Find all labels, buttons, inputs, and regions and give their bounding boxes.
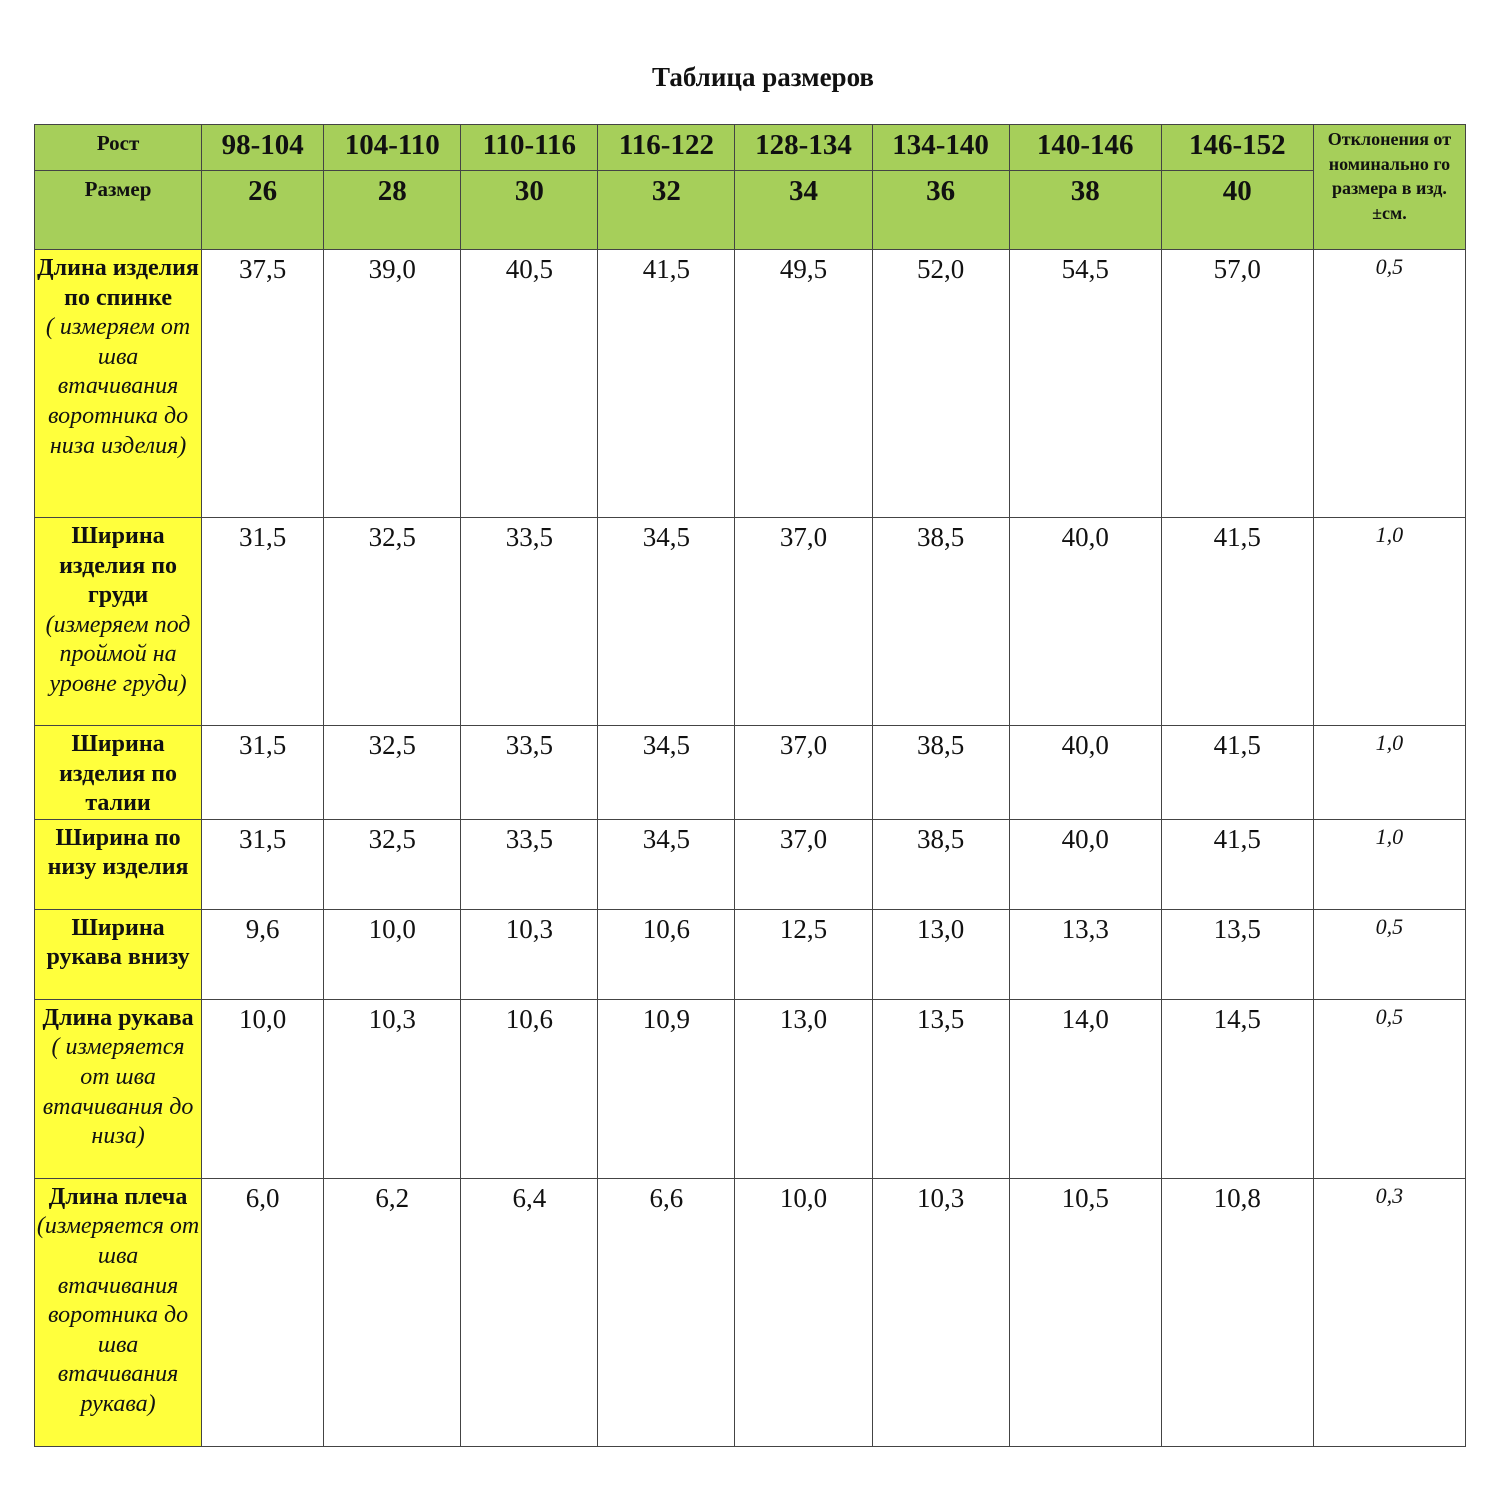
deviation-cell: 0,5 [1313, 909, 1465, 999]
value-cell: 10,8 [1161, 1178, 1313, 1446]
row-label: Ширина рукава внизу [46, 914, 190, 971]
header-row-size [35, 171, 1466, 250]
row-label-cell [35, 819, 202, 909]
value-cell: 32,5 [324, 726, 461, 820]
row-label: Ширина по низу изделия [47, 824, 189, 881]
height-cell: 134-140 [872, 125, 1009, 171]
value-cell: 6,4 [461, 1178, 598, 1446]
row-label-cell [35, 726, 202, 820]
value-cell: 38,5 [872, 819, 1009, 909]
size-cell: 30 [461, 171, 598, 250]
value-cell: 34,5 [598, 819, 735, 909]
deviation-header: Отклонения от номинально го размера в изд. ±см. [1313, 125, 1465, 250]
value-cell: 10,0 [202, 999, 324, 1178]
size-cell: 38 [1009, 171, 1161, 250]
size-cell: 28 [324, 171, 461, 250]
size-label: Размер [35, 171, 202, 250]
value-cell: 33,5 [461, 518, 598, 726]
table-row [35, 250, 1466, 518]
row-note: ( измеряется от шва втачивания до низа) [42, 1034, 194, 1150]
value-cell: 54,5 [1009, 250, 1161, 518]
value-cell: 10,0 [324, 909, 461, 999]
value-cell: 6,6 [598, 1178, 735, 1446]
value-cell: 37,0 [735, 819, 872, 909]
value-cell: 10,5 [1009, 1178, 1161, 1446]
height-cell: 104-110 [324, 125, 461, 171]
row-label-cell [35, 999, 202, 1178]
value-cell: 10,0 [735, 1178, 872, 1446]
value-cell: 10,9 [598, 999, 735, 1178]
value-cell: 37,0 [735, 518, 872, 726]
row-label-cell [35, 250, 202, 518]
value-cell: 6,0 [202, 1178, 324, 1446]
value-cell: 6,2 [324, 1178, 461, 1446]
table-row [35, 909, 1466, 999]
value-cell: 40,5 [461, 250, 598, 518]
value-cell: 10,6 [598, 909, 735, 999]
value-cell: 9,6 [202, 909, 324, 999]
table-row [35, 726, 1466, 820]
size-cell: 34 [735, 171, 872, 250]
deviation-cell: 0,5 [1313, 999, 1465, 1178]
value-cell: 39,0 [324, 250, 461, 518]
row-label: Ширина изделия по талии [59, 731, 178, 817]
value-cell: 40,0 [1009, 518, 1161, 726]
value-cell: 31,5 [202, 819, 324, 909]
value-cell: 37,0 [735, 726, 872, 820]
height-cell: 98-104 [202, 125, 324, 171]
value-cell: 33,5 [461, 726, 598, 820]
value-cell: 34,5 [598, 518, 735, 726]
value-cell: 40,0 [1009, 726, 1161, 820]
value-cell: 41,5 [1161, 726, 1313, 820]
value-cell: 32,5 [324, 819, 461, 909]
value-cell: 37,5 [202, 250, 324, 518]
table-row [35, 999, 1466, 1178]
row-label: Длина изделия по спинке [37, 255, 199, 311]
height-cell: 140-146 [1009, 125, 1161, 171]
value-cell: 41,5 [598, 250, 735, 518]
value-cell: 12,5 [735, 909, 872, 999]
value-cell: 31,5 [202, 518, 324, 726]
deviation-cell: 0,3 [1313, 1178, 1465, 1446]
row-label-cell [35, 1178, 202, 1446]
height-cell: 110-116 [461, 125, 598, 171]
row-label-cell [35, 518, 202, 726]
value-cell: 38,5 [872, 518, 1009, 726]
value-cell: 13,0 [872, 909, 1009, 999]
size-cell: 36 [872, 171, 1009, 250]
value-cell: 13,5 [1161, 909, 1313, 999]
size-cell: 40 [1161, 171, 1313, 250]
height-cell: 116-122 [598, 125, 735, 171]
row-label: Ширина изделия по груди [59, 523, 178, 609]
value-cell: 32,5 [324, 518, 461, 726]
value-cell: 10,3 [324, 999, 461, 1178]
height-label: Рост [35, 125, 202, 171]
row-note: ( измеряем от шва втачивания воротника до низа изделия) [45, 314, 191, 459]
value-cell: 10,3 [872, 1178, 1009, 1446]
row-note: (измеряется от шва втачивания воротника до шва втачивания рукава) [36, 1213, 200, 1417]
deviation-cell: 1,0 [1313, 726, 1465, 820]
value-cell: 13,0 [735, 999, 872, 1178]
row-label-cell [35, 909, 202, 999]
table-row [35, 518, 1466, 726]
value-cell: 10,6 [461, 999, 598, 1178]
table-row [35, 1178, 1466, 1446]
value-cell: 14,0 [1009, 999, 1161, 1178]
value-cell: 49,5 [735, 250, 872, 518]
row-label: Длина рукава [42, 1004, 194, 1031]
value-cell: 31,5 [202, 726, 324, 820]
value-cell: 10,3 [461, 909, 598, 999]
value-cell: 14,5 [1161, 999, 1313, 1178]
value-cell: 41,5 [1161, 518, 1313, 726]
size-cell: 32 [598, 171, 735, 250]
value-cell: 38,5 [872, 726, 1009, 820]
deviation-cell: 0,5 [1313, 250, 1465, 518]
header-row-height [35, 125, 1466, 171]
value-cell: 33,5 [461, 819, 598, 909]
value-cell: 57,0 [1161, 250, 1313, 518]
row-label: Длина плеча [48, 1183, 188, 1210]
height-cell: 128-134 [735, 125, 872, 171]
table-row [35, 819, 1466, 909]
deviation-cell: 1,0 [1313, 518, 1465, 726]
value-cell: 13,5 [872, 999, 1009, 1178]
size-table [34, 124, 1466, 1447]
row-note: (измеряем под проймой на уровне груди) [45, 611, 191, 697]
height-cell: 146-152 [1161, 125, 1313, 171]
value-cell: 41,5 [1161, 819, 1313, 909]
value-cell: 40,0 [1009, 819, 1161, 909]
deviation-cell: 1,0 [1313, 819, 1465, 909]
size-cell: 26 [202, 171, 324, 250]
value-cell: 34,5 [598, 726, 735, 820]
value-cell: 52,0 [872, 250, 1009, 518]
value-cell: 13,3 [1009, 909, 1161, 999]
page-title: Таблица размеров [652, 62, 874, 92]
